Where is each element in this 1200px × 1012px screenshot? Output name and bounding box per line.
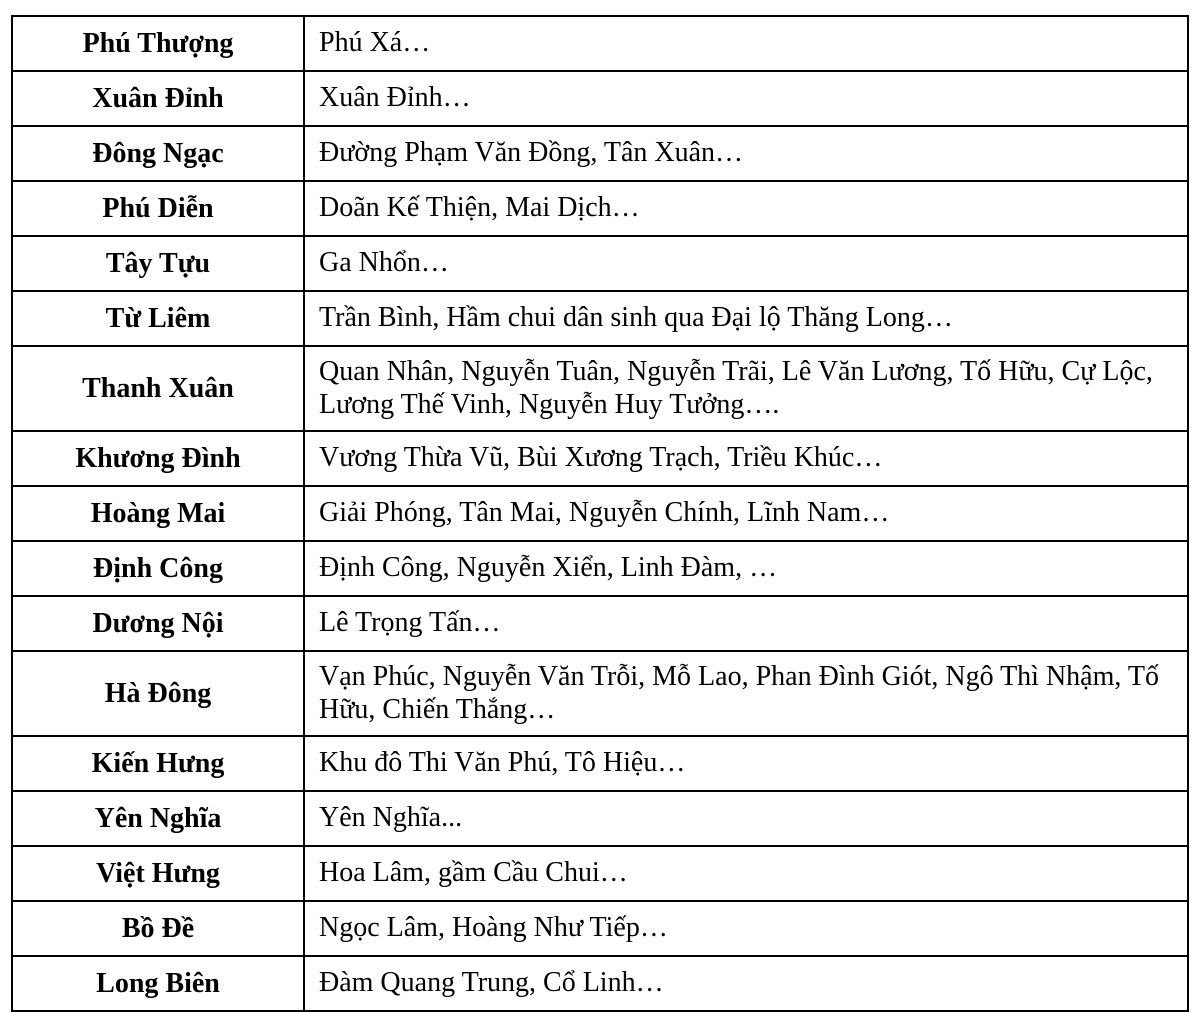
streets-cell: Doãn Kế Thiện, Mai Dịch… xyxy=(304,181,1188,236)
table-row xyxy=(12,291,1188,346)
table-row xyxy=(12,651,1188,736)
table-row xyxy=(12,791,1188,846)
table-row xyxy=(12,16,1188,71)
streets-cell: Xuân Đỉnh… xyxy=(304,71,1188,126)
streets-cell: Lê Trọng Tấn… xyxy=(304,596,1188,651)
area-cell: Hoàng Mai xyxy=(12,486,304,541)
area-cell: Định Công xyxy=(12,541,304,596)
streets-cell: Hoa Lâm, gầm Cầu Chui… xyxy=(304,846,1188,901)
table-row xyxy=(12,486,1188,541)
area-cell: Hà Đông xyxy=(12,651,304,736)
area-cell: Từ Liêm xyxy=(12,291,304,346)
streets-cell: Định Công, Nguyễn Xiển, Linh Đàm, … xyxy=(304,541,1188,596)
area-cell: Dương Nội xyxy=(12,596,304,651)
streets-cell: Trần Bình, Hầm chui dân sinh qua Đại lộ Thăng Long… xyxy=(304,291,1188,346)
table-row xyxy=(12,596,1188,651)
area-cell: Kiến Hưng xyxy=(12,736,304,791)
area-cell: Tây Tựu xyxy=(12,236,304,291)
table-row xyxy=(12,736,1188,791)
table-row xyxy=(12,126,1188,181)
streets-cell: Khu đô Thi Văn Phú, Tô Hiệu… xyxy=(304,736,1188,791)
area-cell: Yên Nghĩa xyxy=(12,791,304,846)
area-cell: Phú Thượng xyxy=(12,16,304,71)
table-row xyxy=(12,346,1188,431)
streets-cell: Đường Phạm Văn Đồng, Tân Xuân… xyxy=(304,126,1188,181)
streets-cell: Phú Xá… xyxy=(304,16,1188,71)
flood-areas-table xyxy=(11,15,1189,1012)
area-cell: Đông Ngạc xyxy=(12,126,304,181)
streets-cell: Giải Phóng, Tân Mai, Nguyễn Chính, Lĩnh Nam… xyxy=(304,486,1188,541)
table-row xyxy=(12,431,1188,486)
streets-cell: Vạn Phúc, Nguyễn Văn Trỗi, Mỗ Lao, Phan Đình Giót, Ngô Thì Nhậm, Tố Hữu, Chiến Thắng… xyxy=(304,651,1188,736)
streets-cell: Yên Nghĩa... xyxy=(304,791,1188,846)
area-cell: Khương Đình xyxy=(12,431,304,486)
area-cell: Việt Hưng xyxy=(12,846,304,901)
streets-cell: Quan Nhân, Nguyễn Tuân, Nguyễn Trãi, Lê Văn Lương, Tố Hữu, Cự Lộc, Lương Thế Vinh, Nguyễn Huy Tưởng…. xyxy=(304,346,1188,431)
area-cell: Long Biên xyxy=(12,956,304,1011)
streets-cell: Vương Thừa Vũ, Bùi Xương Trạch, Triều Khúc… xyxy=(304,431,1188,486)
area-cell: Xuân Đỉnh xyxy=(12,71,304,126)
table-row xyxy=(12,236,1188,291)
area-cell: Phú Diễn xyxy=(12,181,304,236)
streets-cell: Đàm Quang Trung, Cổ Linh… xyxy=(304,956,1188,1011)
table-row xyxy=(12,181,1188,236)
area-cell: Bồ Đề xyxy=(12,901,304,956)
table-row xyxy=(12,846,1188,901)
table-row xyxy=(12,541,1188,596)
streets-cell: Ngọc Lâm, Hoàng Như Tiếp… xyxy=(304,901,1188,956)
table-body xyxy=(12,16,1188,1011)
area-cell: Thanh Xuân xyxy=(12,346,304,431)
streets-cell: Ga Nhổn… xyxy=(304,236,1188,291)
table-row xyxy=(12,901,1188,956)
table-row xyxy=(12,71,1188,126)
